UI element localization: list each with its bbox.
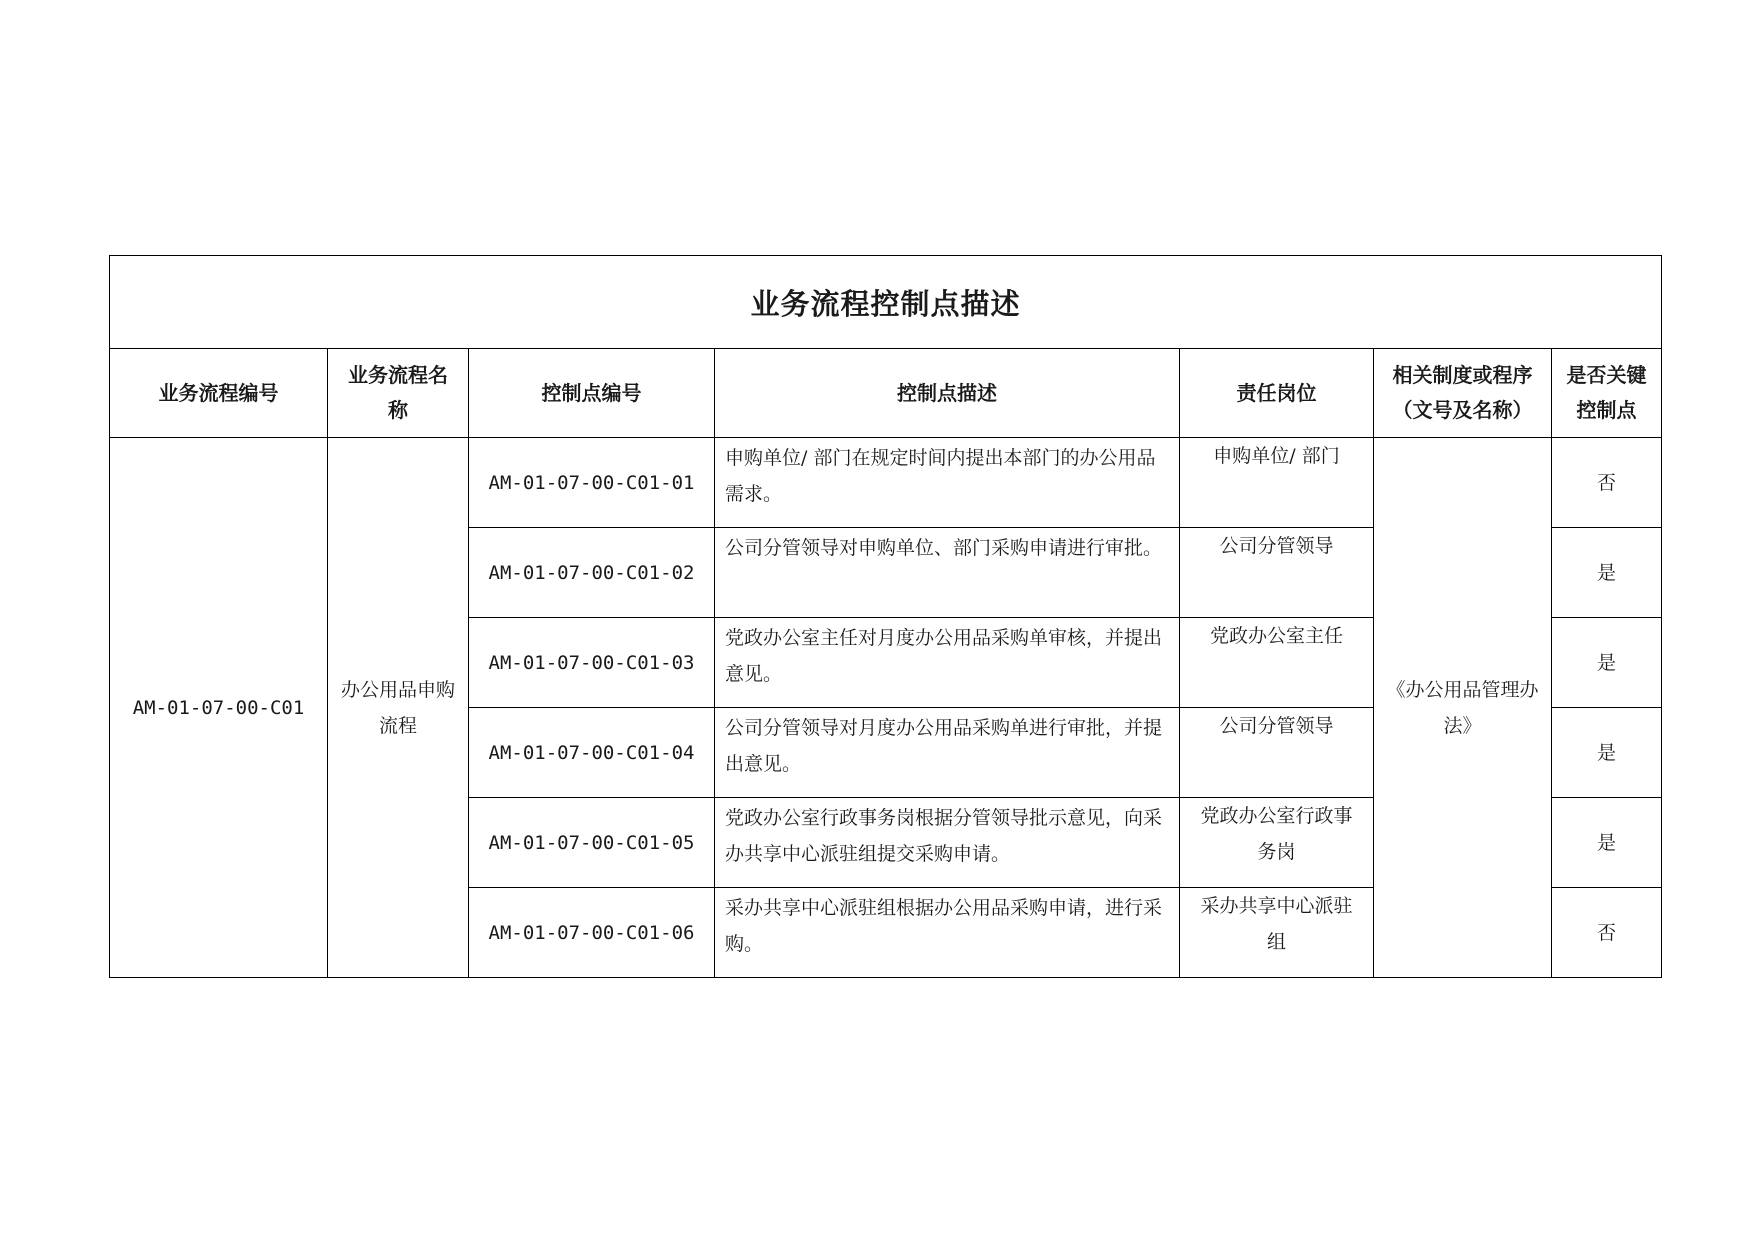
header-process-name: 业务流程名称 xyxy=(328,349,469,438)
control-code-cell: AM-01-07-00-C01-01 xyxy=(469,438,715,528)
is-key-cell: 是 xyxy=(1552,708,1662,798)
responsible-cell: 党政办公室主任 xyxy=(1180,618,1374,708)
is-key-cell: 否 xyxy=(1552,888,1662,978)
regulation-cell: 《办公用品管理办法》 xyxy=(1374,438,1552,978)
table-row xyxy=(110,438,1662,528)
control-desc-cell: 采办共享中心派驻组根据办公用品采购申请，进行采购。 xyxy=(715,888,1180,978)
is-key-cell: 是 xyxy=(1552,528,1662,618)
header-regulation: 相关制度或程序（文号及名称） xyxy=(1374,349,1552,438)
responsible-cell: 公司分管领导 xyxy=(1180,528,1374,618)
control-desc-cell: 公司分管领导对月度办公用品采购单进行审批，并提出意见。 xyxy=(715,708,1180,798)
header-responsible: 责任岗位 xyxy=(1180,349,1374,438)
control-point-table xyxy=(109,255,1662,978)
table-title: 业务流程控制点描述 xyxy=(110,256,1662,349)
responsible-cell: 采办共享中心派驻组 xyxy=(1180,888,1374,978)
control-code-cell: AM-01-07-00-C01-06 xyxy=(469,888,715,978)
process-name-cell: 办公用品申购流程 xyxy=(328,438,469,978)
control-code-cell: AM-01-07-00-C01-04 xyxy=(469,708,715,798)
responsible-cell: 公司分管领导 xyxy=(1180,708,1374,798)
is-key-cell: 是 xyxy=(1552,798,1662,888)
header-process-code: 业务流程编号 xyxy=(110,349,328,438)
header-control-desc: 控制点描述 xyxy=(715,349,1180,438)
control-desc-cell: 党政办公室主任对月度办公用品采购单审核，并提出意见。 xyxy=(715,618,1180,708)
control-desc-cell: 申购单位/ 部门在规定时间内提出本部门的办公用品需求。 xyxy=(715,438,1180,528)
responsible-cell: 申购单位/ 部门 xyxy=(1180,438,1374,528)
is-key-cell: 是 xyxy=(1552,618,1662,708)
control-desc-cell: 党政办公室行政事务岗根据分管领导批示意见，向采办共享中心派驻组提交采购申请。 xyxy=(715,798,1180,888)
header-is-key: 是否关键控制点 xyxy=(1552,349,1662,438)
process-code-cell: AM-01-07-00-C01 xyxy=(110,438,328,978)
control-code-cell: AM-01-07-00-C01-03 xyxy=(469,618,715,708)
is-key-cell: 否 xyxy=(1552,438,1662,528)
control-point-table-wrapper xyxy=(109,255,1661,978)
control-desc-cell: 公司分管领导对申购单位、部门采购申请进行审批。 xyxy=(715,528,1180,618)
header-control-code: 控制点编号 xyxy=(469,349,715,438)
control-code-cell: AM-01-07-00-C01-05 xyxy=(469,798,715,888)
control-code-cell: AM-01-07-00-C01-02 xyxy=(469,528,715,618)
responsible-cell: 党政办公室行政事务岗 xyxy=(1180,798,1374,888)
